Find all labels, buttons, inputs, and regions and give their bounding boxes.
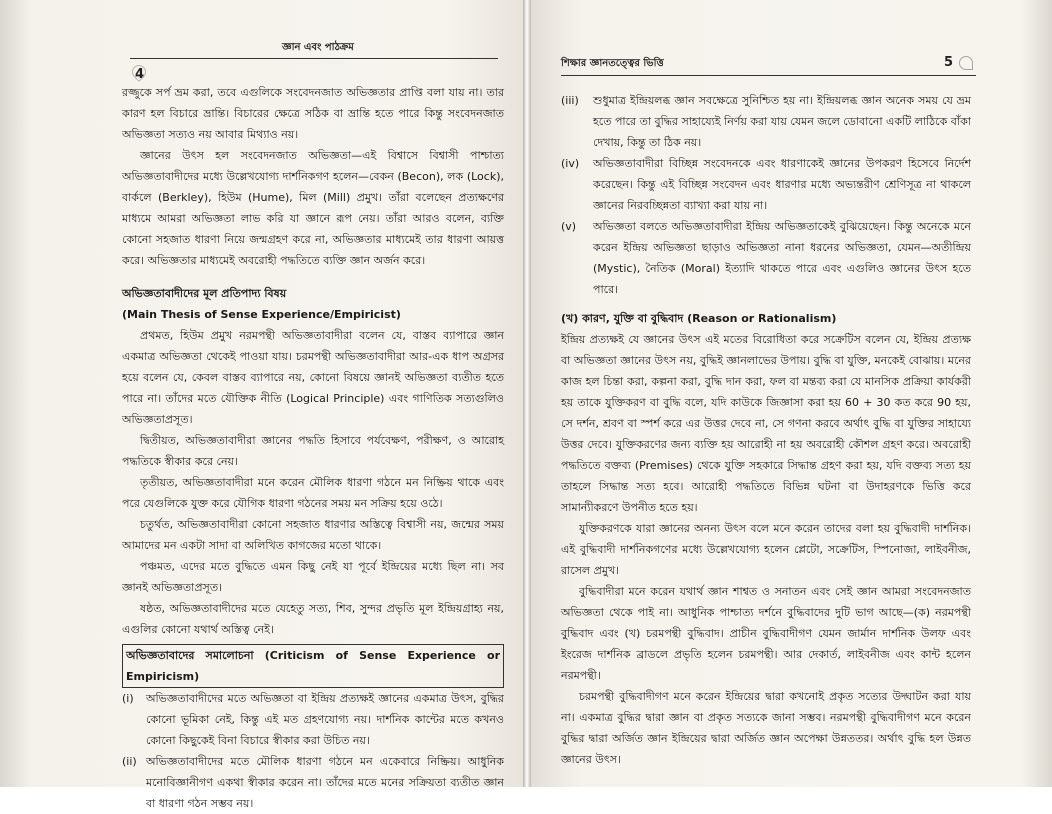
paragraph: তৃতীয়ত, অভিজ্ঞতাবাদীরা মনে করেন মৌলিক ধারণা গঠনে মন নিষ্ক্রিয় থাকে এবং পরে যেগুলিকে যুক্ত করে যৌগিক ধারণা গঠনের সময় মন সক্রিয় হয়ে ওঠে। bbox=[122, 476, 504, 510]
list-item-number: (v) bbox=[561, 220, 577, 233]
paragraph: চতুর্থত, অভিজ্ঞতাবাদীরা কোনো সহজাত ধারণার অস্তিত্বে বিশ্বাসী নয়, জন্মের সময় আমাদের মন একটা সাদা বা অলিখিত কাগজের মতো থাকে। bbox=[122, 518, 504, 552]
right-text-column bbox=[561, 90, 971, 770]
paragraph: চরমপন্থী বুদ্ধিবাদীগণ মনে করেন ইন্দ্রিয়ের দ্বারা কখনোই প্রকৃত সত্যের উদ্ঘাটন করা যায় না। একমাত্র বুদ্ধির দ্বারা জ্ঞান বা প্রকৃত সত্যকে জানা সম্ভব। নরমপন্থী বুদ্ধিবাদীগণ মনে করেন বুদ্ধির দ্বারা অর্জিত জ্ঞান ইন্দ্রিয়ের দ্বারা অর্জিত জ্ঞান অপেক্ষা উন্নততর। অর্থাৎ বুদ্ধি হল উন্নত জ্ঞানের উৎস। bbox=[561, 690, 971, 766]
running-head: শিক্ষার জ্ঞানতত্ত্বের ভিত্তি bbox=[561, 58, 664, 69]
page-number: 5 bbox=[944, 55, 954, 70]
left-page bbox=[0, 0, 523, 810]
book-gutter bbox=[523, 0, 531, 787]
list-item bbox=[561, 216, 971, 300]
page-number: 4 bbox=[135, 67, 145, 82]
header-rule bbox=[130, 58, 498, 59]
list-item-number: (ii) bbox=[122, 755, 137, 768]
list-item-text: অভিজ্ঞতা বলতে অভিজ্ঞতাবাদীরা ইন্দ্রিয় অভিজ্ঞতাকেই বুঝিয়েছেন। কিন্তু অনেকে মনে করেন ইন্দ্রিয় অভিজ্ঞতা ছাড়াও অভিজ্ঞতা নানা ধরনের অভিজ্ঞতা, যেমন—অতীন্দ্রিয় (Mystic), নৈতিক (Moral) ইত্যাদি থাকতে পারে এবং এগুলিও জ্ঞানের উৎস হতে পারে। bbox=[593, 220, 971, 296]
header-rule bbox=[561, 75, 976, 76]
paragraph: প্রথমত, হিউম প্রমুখ নরমপন্থী অভিজ্ঞতাবাদীরা বলেন যে, বাস্তব ব্যাপারে জ্ঞান একমাত্র অভিজ্ঞতা থেকেই পাওয়া যায়। চরমপন্থী অভিজ্ঞতাবাদীরা আর-এক ধাপ অগ্রসর হয়ে বলেন যে, কেবল বাস্তব ব্যাপারে নয়, কোনো বিষয়ে জ্ঞানই অভিজ্ঞতা ব্যতীত হতে পারে না। তাঁদের মতে যৌক্তিক নীতি (Logical Principle) এবং গাণিতিক সত্যগুলিও অভিজ্ঞতাপ্রসূত। bbox=[122, 329, 504, 426]
section-subheading: (Main Thesis of Sense Experience/Empiricist) bbox=[122, 308, 401, 321]
list-item bbox=[561, 90, 971, 153]
paragraph: ষষ্ঠত, অভিজ্ঞতাবাদীদের মতে যেহেতু সত্য, শিব, সুন্দর প্রভৃতি মূল ইন্দ্রিয়গ্রাহ্য নয়, এগুলির কোনো যথার্থ অস্তিত্ব নেই। bbox=[122, 602, 504, 636]
list-item-text: শুধুমাত্র ইন্দ্রিয়লব্ধ জ্ঞান সবক্ষেত্রে সুনিশ্চিত হয় না। ইন্দ্রিয়লব্ধ জ্ঞান অনেক সময় যে ভ্রম হতে পারে তা বুদ্ধির সাহায্যেই নির্ণয় করা যায় যেমন জলে ডোবানো একটি লাঠিকে বাঁকা দেখায়, কিন্তু তা ঠিক নয়। bbox=[593, 94, 971, 149]
list-item-number: (iii) bbox=[561, 94, 579, 107]
list-item bbox=[561, 153, 971, 216]
section-heading: অভিজ্ঞতাবাদের সমালোচনা (Criticism of Sense Experience or Empiricism) bbox=[122, 644, 504, 688]
running-head: জ্ঞান এবং পাঠক্রম bbox=[282, 42, 354, 53]
paragraph: ইন্দ্রিয় প্রত্যক্ষই যে জ্ঞানের উৎস এই মতের বিরোধিতা করে সক্রেটিস বলেন যে, ইন্দ্রিয় প্রত্যক্ষ বা অভিজ্ঞতা জ্ঞানের উৎস নয়, বুদ্ধিই জ্ঞানলাভের উপায়। বুদ্ধি বা যুক্তি, মনকেই বোঝায়। মনের কাজ হল চিন্তা করা, কল্পনা করা, বুদ্ধি দান করা, ফল বা মন্তব্য করা যে মানসিক প্রক্রিয়া কার্যকরী হয় তাকে যুক্তিকরণ বা বুদ্ধি বলে, যদি কাউকে জিজ্ঞাসা করা হয় 60 + 30 কত করে 90 হয়, সে দর্শন, শ্রবণ বা স্পর্শ করে এর উত্তর দেবে না, সে গণনা করবে অর্থাৎ বুদ্ধি বা যুক্তির সাহায্যে উত্তর দেবে। যুক্তিকরণের জন্য ব্যক্তি হয় আরোহী না হয় অবরোহী কৌশল গ্রহণ করে। অবরোহী পদ্ধতিতে বক্তব্য (Premises) থেকে যুক্তি সহকারে সিদ্ধান্ত গ্রহণ করা হয়, যদি বক্তব্য সত্য হয় তাহলে সিদ্ধান্ত সত্য হবে। আরোহী পদ্ধতিতে বিভিন্ন ঘটনা বা উদাহরণকে ভিত্তি করে সামান্যীকরণে উপনীত হতে হয়। bbox=[561, 333, 971, 514]
list-item bbox=[122, 688, 504, 751]
list-item bbox=[122, 751, 504, 814]
paragraph: যুক্তিকরণকে যারা জ্ঞানের অনন্য উৎস বলে মনে করেন তাদের বলা হয় বুদ্ধিবাদী দার্শনিক। এই বুদ্ধিবাদী দার্শনিকগণের মধ্যে উল্লেখযোগ্য হলেন প্লেটো, সক্রেটিস, স্পিনোজা, লাইবনীজ, রাসেল প্রমুখ। bbox=[561, 522, 971, 577]
paragraph: পঞ্চমত, এদের মতে বুদ্ধিতে এমন কিছু নেই যা পূর্বে ইন্দ্রিয়ের মধ্যে ছিল না। সব জ্ঞানই অভিজ্ঞতাপ্রসূত। bbox=[122, 560, 504, 594]
paragraph: জ্ঞানের উৎস হল সংবেদনজাত অভিজ্ঞতা—এই বিশ্বাসে বিশ্বাসী পাশ্চাত্য অভিজ্ঞতাবাদীদের মধ্যে উল্লেখযোগ্য দার্শনিকগণ হলেন—বেকন (Becon), লক (Lock), বার্কলে (Berkley), হিউম (Hume), মিল (Mill) প্রমুখ। তাঁরা বলেছেন প্রত্যক্ষণের মাধ্যমে আমরা অভিজ্ঞতা লাভ করি যা জ্ঞানে রূপ নেয়। তাঁরা আরও বলেন, ব্যক্তি কোনো সহজাত ধারণা নিয়ে জন্মগ্রহণ করে না, অভিজ্ঞতার মাধ্যমেই তার ধারণা আয়ত্ত করে। অভিজ্ঞতার মাধ্যমেই অবরোহী পদ্ধতিতে ব্যক্তি জ্ঞান অর্জন করে। bbox=[122, 149, 504, 267]
left-text-column bbox=[122, 82, 504, 814]
paragraph: দ্বিতীয়ত, অভিজ্ঞতাবাদীরা জ্ঞানের পদ্ধতি হিসাবে পর্যবেক্ষণ, পরীক্ষণ, ও আরোহ পদ্ধতিকে স্বীকার করে নেয়। bbox=[122, 434, 504, 468]
list-item-text: অভিজ্ঞতাবাদীরা বিচ্ছিন্ন সংবেদনকে এবং ধারণাকেই জ্ঞানের উপকরণ হিসেবে নির্দেশ করেছেন। কিন্তু এই বিচ্ছিন্ন সংবেদন এবং ধারণার মধ্যে অভ্যন্তরীণ শ্রেণিসূত্র না থাকলে জ্ঞানের নিরবচ্ছিন্নতা ব্যাখ্যা করা যায় না। bbox=[593, 157, 971, 212]
paragraph: রজ্জুকে সর্প ভ্রম করা, তবে এগুলিকে সংবেদনজাত অভিজ্ঞতার প্রাপ্তি বলা যায় না। তার কারণ হল বিচারে ভ্রান্তি। বিচারের ক্ষেত্রে সঠিক বা ভ্রান্তি হতে পারে কিন্তু সংবেদনজাত অভিজ্ঞতা সত্যও নয় আবার মিথ্যাও নয়। bbox=[122, 86, 504, 141]
list-item-number: (iv) bbox=[561, 157, 580, 170]
list-item-text: অভিজ্ঞতাবাদীদের মতে অভিজ্ঞতা বা ইন্দ্রিয় প্রত্যক্ষই জ্ঞানের একমাত্র উৎস, বুদ্ধির কোনো ভূমিকা নেই, কিন্তু এই মত গ্রহণযোগ্য নয়। দার্শনিক কান্টের মতে কখনও কোনো কিছুকেই বিনা বিচারে স্বীকার করা উচিত নয়। bbox=[146, 692, 504, 747]
paragraph: বুদ্ধিবাদীরা মনে করেন যথার্থ জ্ঞান শাশ্বত ও সনাতন এবং সেই জ্ঞান আমরা সংবেদনজাত অভিজ্ঞতা থেকে পাই না। আধুনিক পাশ্চাত্য দর্শনে বুদ্ধিবাদের দুটি ভাগ আছে—(ক) নরমপন্থী বুদ্ধিবাদ এবং (খ) চরমপন্থী বুদ্ধিবাদ। প্রাচীন বুদ্ধিবাদীগণ যেমন জার্মান দার্শনিক উলফ এবং ইংরেজ দার্শনিক ব্রাডলে প্রভৃতি হলেন চরমপন্থী। আর দেকার্ত, লাইবনীজ এবং কান্ট হলেন নরমপন্থী। bbox=[561, 585, 971, 682]
section-heading: (খ) কারণ, যুক্তি বা বুদ্ধিবাদ (Reason or Rationalism) bbox=[561, 312, 837, 325]
right-page bbox=[531, 0, 1052, 787]
section-heading: অভিজ্ঞতাবাদীদের মূল প্রতিপাদ্য বিষয় bbox=[122, 287, 287, 300]
list-item-text: অভিজ্ঞতাবাদীদের মতে মৌলিক ধারণা গঠনে মন একেবারে নিষ্ক্রিয়। আধুনিক মনোবিজ্ঞানীগণ একথা স্বীকার করেন না। তাঁদের মতে মনের সক্রিয়তা ব্যতীত জ্ঞান বা ধারণা গঠন সম্ভব নয়। bbox=[146, 755, 504, 810]
page-ornament-icon bbox=[959, 56, 973, 70]
list-item-number: (i) bbox=[122, 692, 134, 705]
